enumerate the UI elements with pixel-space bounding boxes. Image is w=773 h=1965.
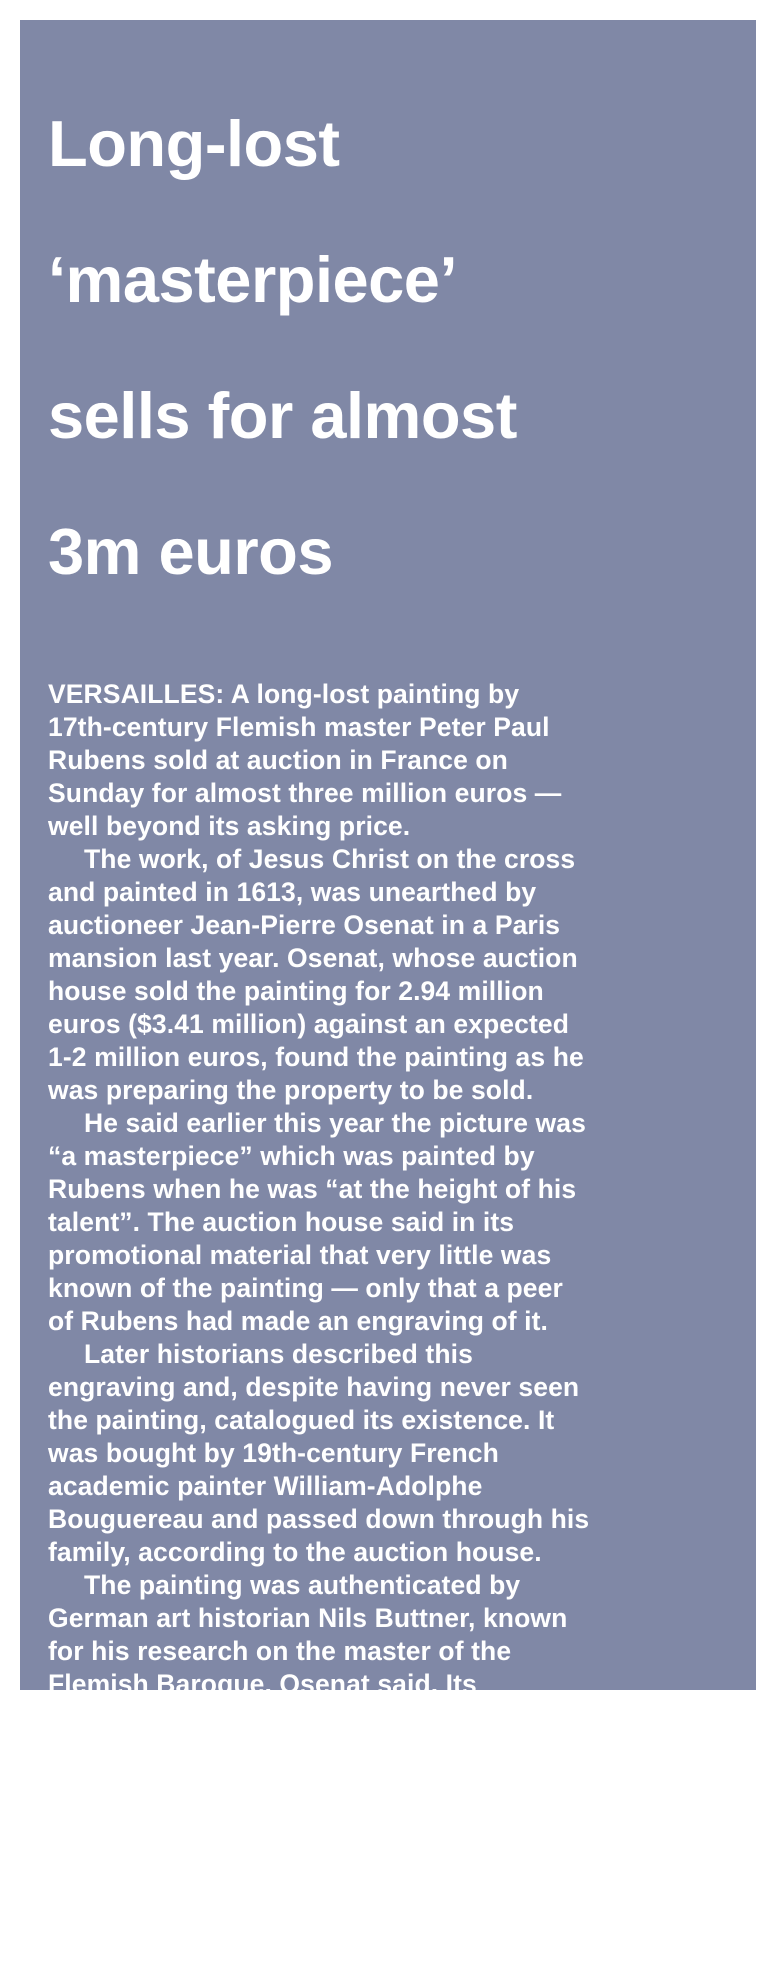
text-line: was preparing the property to be sold.	[48, 1075, 534, 1105]
text-line: vividly against a dark and threatening	[48, 1900, 526, 1930]
text-line: euros ($3.41 million) against an expected	[48, 1009, 570, 1039]
paragraph	[48, 843, 730, 1107]
text-line: The painting was authenticated by	[84, 1570, 521, 1600]
text-line: Rubens sold at auction in France on	[48, 745, 508, 775]
text-line: Sunday for almost three million euros —	[48, 778, 562, 808]
text-line: “It’s the very beginning of Baroque	[84, 1801, 529, 1831]
article-box	[20, 20, 756, 1963]
text-line: isolated, luminous and standing out	[48, 1867, 505, 1897]
headline-line: sells for almost	[48, 379, 517, 452]
text-line: known of the painting — only that a peer	[48, 1273, 563, 1303]
text-line: academic painter William-Adolphe	[48, 1471, 483, 1501]
headline	[48, 42, 730, 654]
text-line: family, according to the auction house.	[48, 1537, 542, 1567]
text-line: He said earlier this year the picture was	[84, 1108, 586, 1138]
text-line: and painted in 1613, was unearthed by	[48, 877, 537, 907]
text-line: methods including X-ray imaging and	[48, 1735, 525, 1765]
headline-line: ‘masterpiece’	[48, 243, 458, 316]
text-line: Flemish Baroque, Osenat said. Its	[48, 1669, 477, 1699]
text-line: 1-2 million euros, found the painting as he	[48, 1042, 584, 1072]
text-line: painting, depicting a crucified Christ,	[48, 1834, 519, 1864]
text-line: auctioneer Jean-Pierre Osenat in a Paris	[48, 910, 561, 940]
headline-line: Long-lost	[48, 107, 340, 180]
text-line: well beyond its asking price.	[48, 811, 411, 841]
text-line: “a masterpiece” which was painted by	[48, 1141, 535, 1171]
text-line: promotional material that very little was	[48, 1240, 552, 1270]
text-line: The work, of Jesus Christ on the cross	[84, 844, 576, 874]
text-line: Rubens when he was “at the height of his	[48, 1174, 577, 1204]
paragraph-lede	[48, 678, 730, 843]
paragraph	[48, 1107, 730, 1338]
text-line: VERSAILLES: A long-lost painting by	[48, 679, 520, 709]
paragraph-closing-quote	[48, 1800, 730, 1965]
text-line: pigment analysis, he added.	[48, 1768, 405, 1798]
text-line: Later historians described this	[84, 1339, 473, 1369]
text-line: the painting, catalogued its existence. It	[48, 1405, 555, 1435]
text-line: German art historian Nils Buttner, known	[48, 1603, 568, 1633]
text-line: mansion last year. Osenat, whose auction	[48, 943, 578, 973]
headline-line: 3m euros	[48, 515, 334, 588]
text-line: engraving and, despite having never seen	[48, 1372, 580, 1402]
paragraph	[48, 1338, 730, 1569]
text-line: was bought by 19th-century French	[48, 1438, 499, 1468]
text-line: 17th-century Flemish master Peter Paul	[48, 712, 550, 742]
text-line: house sold the painting for 2.94 million	[48, 976, 544, 1006]
article-body	[48, 678, 730, 1965]
text-line: of Rubens had made an engraving of it.	[48, 1306, 548, 1336]
text-line: Bouguereau and passed down through his	[48, 1504, 590, 1534]
text-line: talent”. The auction house said in its	[48, 1207, 515, 1237]
text-line: for his research on the master of the	[48, 1636, 512, 1666]
paragraph	[48, 1569, 730, 1800]
text-line: sky,” he said.—AFP	[48, 1933, 299, 1963]
text-line: provenance was certified through	[48, 1702, 476, 1732]
